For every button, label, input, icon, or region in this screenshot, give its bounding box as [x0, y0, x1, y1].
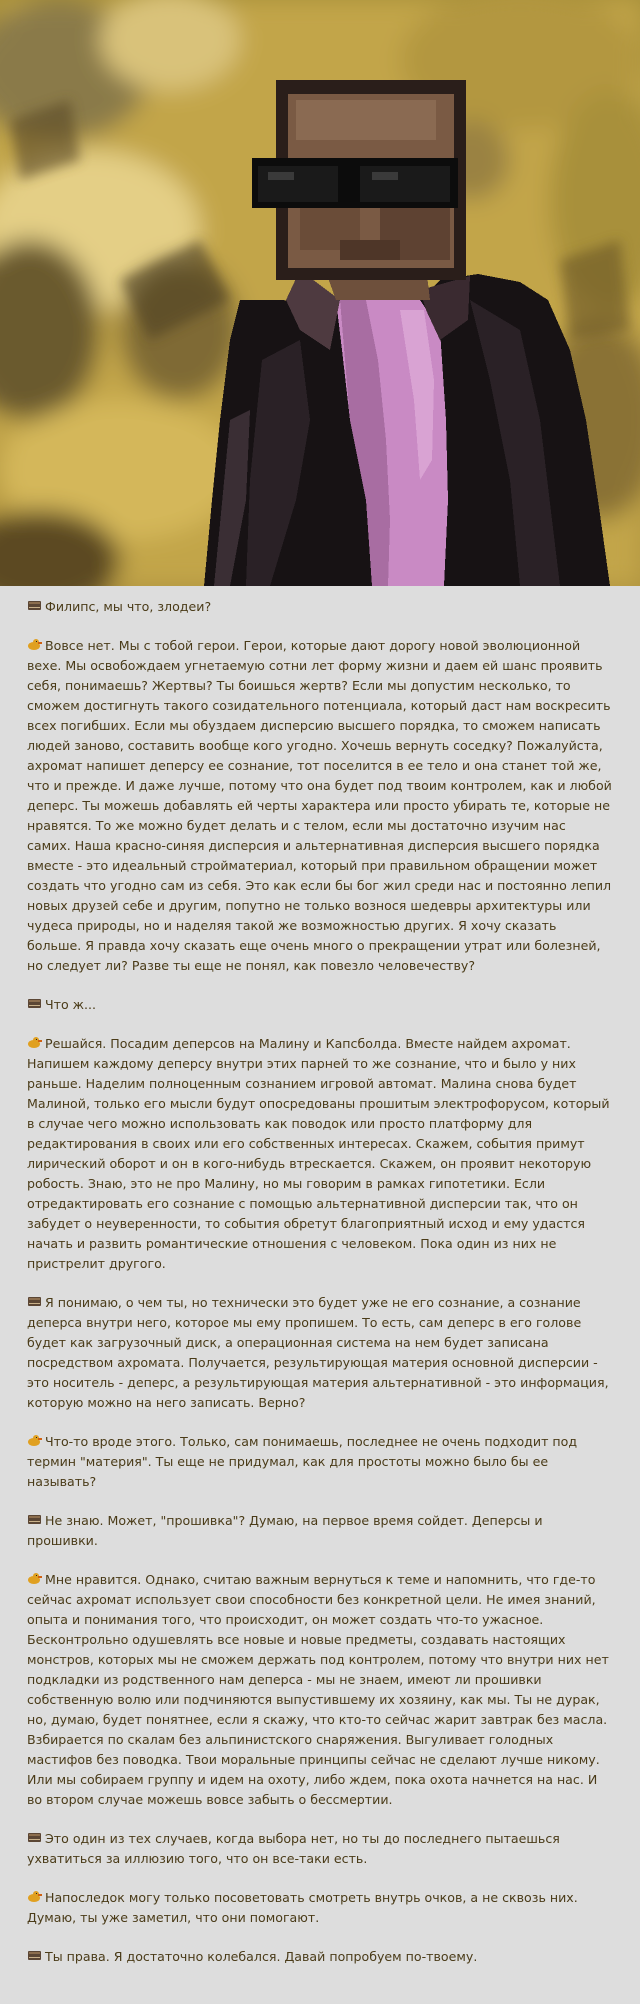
duck-icon [27, 1890, 42, 1903]
dialog-text: Это один из тех случаев, когда выбора нет, но ты до последнего пытаешься ухватиться за иллюзию того, что он все-таки есть. [27, 1831, 560, 1866]
dialog-text: Решайся. Посадим деперсов на Малину и Капсболда. Вместе найдем ахромат. Напишем каждому деперсу внутри этих парней то же сознание, что и было у них раньше. Наделим полноценным сознанием игровой автомат. Малина снова будет Малиной, только его мысли будут опосредованы прошитым электрофорусом, который в случае чего можно использовать как поводок или просто платформу для редактирования в своих или его собственных интересах. Скажем, события примут лирический оборот и он в кого-нибудь втрескается. Скажем, он проявит некоторую робость. Знаю, это не про Малину, но мы говорим в рамках гипотетики. Если отредактировать его сознание с помощью альтернативной дисперсии так, что он забудет о неуверенности, то события обретут благоприятный исход и ему удастся начать и развить романтические отношения с человеком. Пока один из них не пристрелит другого. [27, 1036, 610, 1271]
dialog-text: Ты права. Я достаточно колебался. Давай попробуем по-твоему. [45, 1949, 478, 1964]
book-icon [27, 599, 42, 612]
dialog-line [27, 1511, 613, 1551]
dialog-text: Мне нравится. Однако, считаю важным вернуться к теме и напомнить, что где-то сейчас ахромат использует свои способности без конкретной цели. Не имея знаний, опыта и понимания того, что происходит, он может создать что-то ужасное. Бесконтрольно одушевлять все новые и новые предметы, создавать настоящих монстров, которых мы не сможем держать под контролем, потому что внутри них нет подкладки из родственного нам деперса - мы не знаем, имеют ли прошивки собственную волю или подчиняются выпустившему их хозяину, как мы. Ты не дурак, но, думаю, будет понятнее, если я скажу, что кто-то сейчас жарит завтрак без масла. Взбирается по скалам без альпинистского снаряжения. Выгуливает голодных мастифов без поводка. Твои моральные принципы сейчас не сделают лучше никому. Или мы собираем группу и идем на охоту, либо ждем, пока охота начнется на нас. И во втором случае можешь вовсе забыть о бессмертии. [27, 1572, 609, 1807]
dialog-text: Что ж... [45, 997, 97, 1012]
dialog-line [27, 1432, 613, 1492]
duck-icon [27, 638, 42, 651]
dialog-line [27, 636, 613, 976]
dialog-line [27, 995, 613, 1015]
character-illustration [0, 0, 640, 586]
dialog-text: Что-то вроде этого. Только, сам понимаешь, последнее не очень подходит под термин "материя". Ты еще не придумал, как для простоты можно было бы ее называть? [27, 1434, 578, 1489]
duck-icon [27, 1572, 42, 1585]
dialog-text: Вовсе нет. Мы с тобой герои. Герои, которые дают дорогу новой эволюционной вехе. Мы освобождаем угнетаемую сотни лет форму жизни и даем ей шанс проявить себя, понимаешь? Жертвы? Ты боишься жертв? Если мы допустим несколько, то сможем достигнуть такого созидательного потенциала, который даст нам воскресить всех погибших. Если мы обуздаем дисперсию высшего порядка, то сможем написать людей заново, составить вообще кого угодно. Хочешь вернуть соседку? Пожалуйста, ахромат напишет деперсу ее сознание, тот поселится в ее тело и она станет той же, что и прежде. И даже лучше, потому что она будет под твоим контролем, как и любой деперс. Ты можешь добавлять ей черты характера или просто убирать те, которые не нравятся. То же можно будет делать и с телом, если мы достаточно изучим нас самих. Наша красно-синяя дисперсия и альтернативная дисперсия высшего порядка вместе - это идеальный стройматериал, который при правильном обращении может создать что угодно сам из себя. Это как если бы бог жил среди нас и постоянно лепил новых друзей себе и другим, попутно не только вознося шедевры архитектуры или чудеса природы, но и наделяя такой же возможностью других. Я хочу сказать больше. Я правда хочу сказать еще очень много о прекращении утрат или болезней, но следует ли? Разве ты еще не понял, как повезло человечеству? [27, 638, 612, 973]
dialog-line [27, 597, 613, 617]
dialog-text: Филипс, мы что, злодеи? [45, 599, 212, 614]
duck-icon [27, 1036, 42, 1049]
book-icon [27, 1295, 42, 1308]
dialog-line [27, 1947, 613, 1967]
dialog-line [27, 1570, 613, 1810]
dialog-line [27, 1293, 613, 1413]
dialog-line [27, 1829, 613, 1869]
dialog-text: Напоследок могу только посоветовать смотреть внутрь очков, а не сквозь них. Думаю, ты уже заметил, что они помогают. [27, 1890, 578, 1925]
book-icon [27, 1831, 42, 1844]
character-artwork [0, 0, 640, 586]
dialog-line [27, 1034, 613, 1274]
book-icon [27, 1949, 42, 1962]
dialog-transcript [27, 597, 613, 1986]
book-icon [27, 1513, 42, 1526]
dialog-text: Не знаю. Может, "прошивка"? Думаю, на первое время сойдет. Деперсы и прошивки. [27, 1513, 543, 1548]
book-icon [27, 997, 42, 1010]
dialog-line [27, 1888, 613, 1928]
duck-icon [27, 1434, 42, 1447]
dialog-text: Я понимаю, о чем ты, но технически это будет уже не его сознание, а сознание деперса внутри него, которое мы ему пропишем. То есть, сам деперс в его голове будет как загрузочный диск, а операционная система на нем будет записана посредством ахромата. Получается, результирующая материя основной дисперсии - это носитель - деперс, а результирующая материя альтернативной - это информация, которую можно на него записать. Верно? [27, 1295, 609, 1410]
